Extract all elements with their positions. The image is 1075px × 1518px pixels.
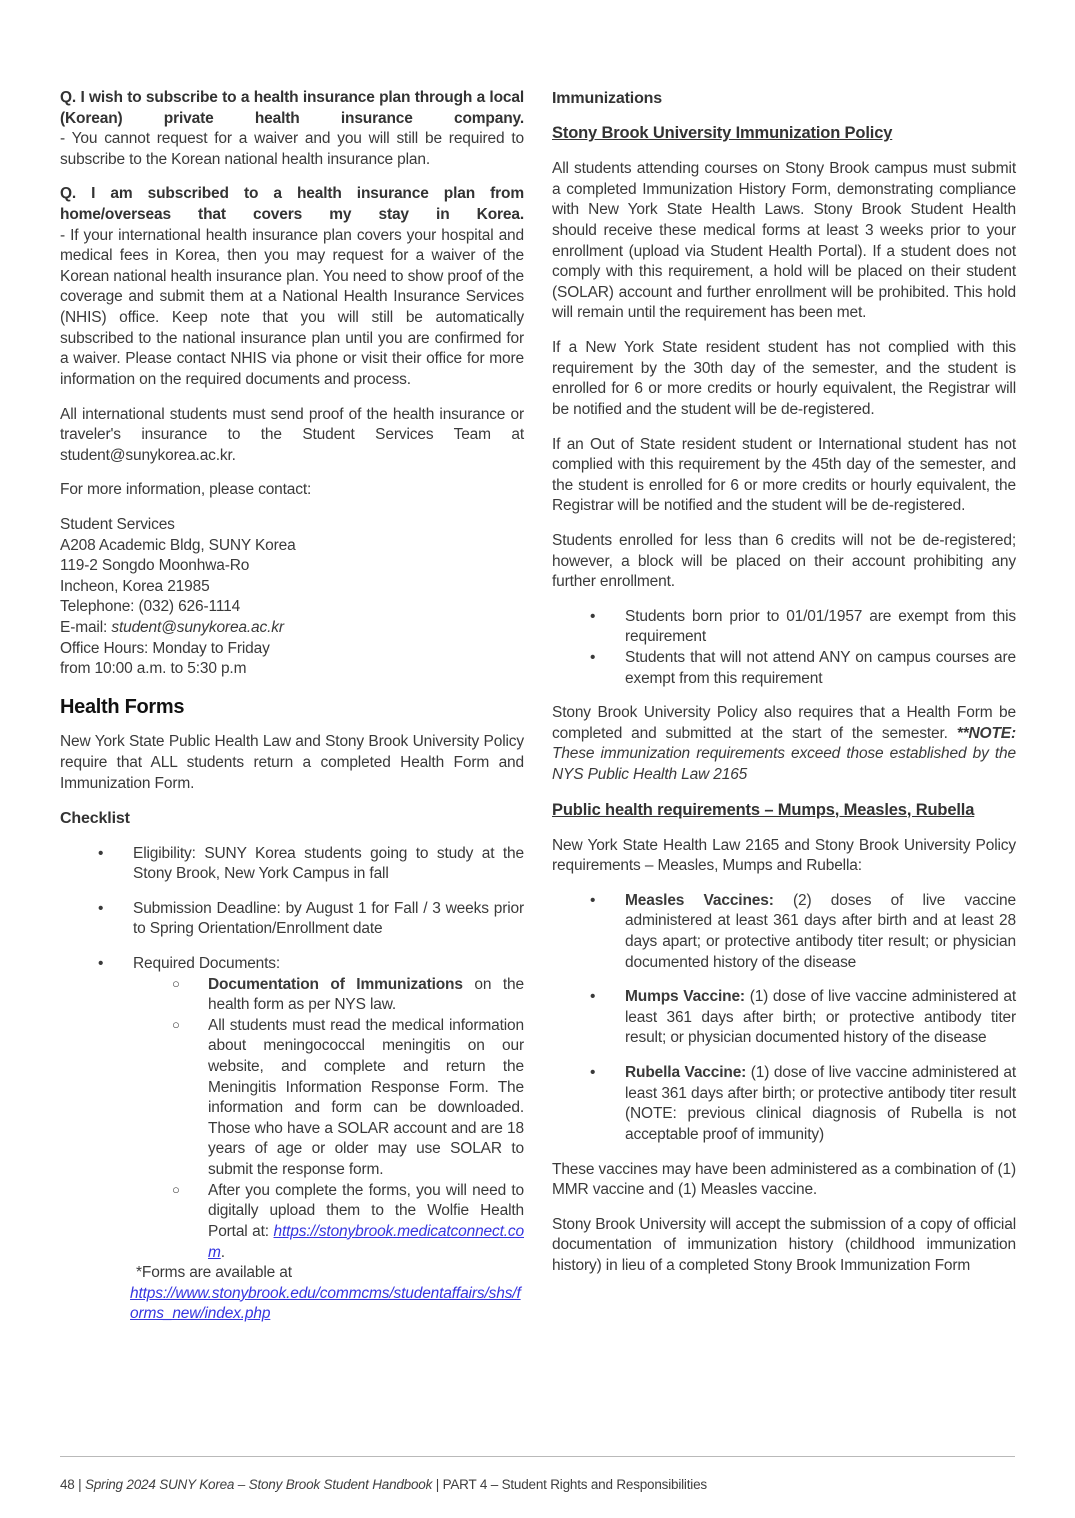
rubella-label: Rubella Vaccine: bbox=[625, 1064, 747, 1082]
nys-resident-paragraph: If a New York State resident student has not complied with this requirement by the 30th day of the semester, and the student is enrolled for 6 or more credits or hourly equivalent, the Registrar will be notified and the student will be de-registered. bbox=[552, 339, 1016, 418]
bullet-icon: • bbox=[590, 1064, 596, 1082]
circle-bullet-icon: ○ bbox=[172, 1016, 180, 1032]
office-hours-line: from 10:00 a.m. to 5:30 p.m bbox=[60, 660, 247, 678]
health-forms-heading: Health Forms bbox=[60, 695, 185, 718]
official-documentation-paragraph: Stony Brook University will accept the submission of a copy of official documentation of immunization history (childhood immunization history) in lieu of a completed Stony Brook Immunization Form bbox=[552, 1215, 1016, 1274]
mmr-combination-paragraph: These vaccines may have been administered as a combination of (1) MMR vaccine and (1) Measles vaccine. bbox=[552, 1160, 1016, 1199]
contact-email-line bbox=[60, 618, 524, 639]
bullet-icon: • bbox=[590, 988, 596, 1006]
forms-availability-note: *Forms are available at https://www.stonybrook.edu/commcms/studentaffairs/shs/forms_new/index.php bbox=[130, 1264, 521, 1323]
checklist-item-required-docs: • Required Documents: bbox=[60, 954, 524, 975]
question-overseas-insurance: Q. I am subscribed to a health insurance plan from home/overseas that covers my stay in Korea. bbox=[60, 185, 524, 224]
contact-line: Student Services bbox=[60, 515, 175, 533]
immunization-policy-paragraph-1: All students attending courses on Stony Brook campus must submit a completed Immunization History Form, demonstrating compliance with New York State Health Laws. Stony Brook Student Health should receive these medical forms at least 3 weeks prior to your enrollment (upload via Student Health Portal). If a student does not comply with this requirement, a hold will be placed on their student (SOLAR) account and further enrollment will be prohibited. This hold will remain until the requirement has been met. bbox=[552, 160, 1016, 322]
bullet-icon: • bbox=[590, 607, 596, 625]
bullet-icon: • bbox=[98, 954, 104, 972]
out-of-state-paragraph: If an Out of State resident student or International student has not complied with this requirement by the 45th day of the semester, and the student is enrolled for 6 or more credits or hourly equivalent, the Registrar will be notified and the student will be de-registered. bbox=[552, 435, 1016, 515]
exempt-item-no-campus-courses: • Students that will not attend ANY on campus courses are exempt from this requirement bbox=[552, 648, 1016, 689]
footer-divider bbox=[60, 1456, 1015, 1457]
contact-block bbox=[60, 515, 524, 680]
stonybrook-forms-link[interactable]: https://www.stonybrook.edu/commcms/studentaffairs/shs/forms_new/index.php bbox=[130, 1284, 521, 1323]
page-number: 48 | bbox=[60, 1477, 86, 1492]
qa-block-overseas-insurance bbox=[60, 184, 524, 390]
contact-line: A208 Academic Bldg, SUNY Korea bbox=[60, 536, 296, 554]
footer-section: | PART 4 – Student Rights and Responsibilities bbox=[432, 1477, 707, 1492]
handbook-title: Spring 2024 SUNY Korea – Stony Brook Student Handbook bbox=[85, 1477, 433, 1492]
bullet-icon: • bbox=[98, 844, 104, 862]
circle-bullet-icon: ○ bbox=[172, 975, 180, 991]
contact-line: Telephone: (032) 626-1114 bbox=[60, 598, 241, 616]
bullet-icon: • bbox=[590, 891, 596, 909]
exempt-item-born-before-1957: • Students born prior to 01/01/1957 are exempt from this requirement bbox=[552, 607, 1016, 648]
medicat-portal-link[interactable]: https://stonybrook.medicatconnect.com bbox=[208, 1222, 524, 1261]
contact-line: Incheon, Korea 21985 bbox=[60, 577, 210, 595]
contact-line: 119-2 Songdo Moonhwa-Ro bbox=[60, 557, 250, 575]
email-address: student@sunykorea.ac.kr bbox=[111, 619, 284, 637]
subitem-immunization-doc: ○ Documentation of Immunizations on the health form as per NYS law. bbox=[60, 975, 524, 1016]
question-private-insurance: Q. I wish to subscribe to a health insurance plan through a local (Korean) private health insurance company. bbox=[60, 89, 524, 127]
public-health-requirements-heading: Public health requirements – Mumps, Measles, Rubella bbox=[552, 800, 975, 819]
right-column bbox=[552, 88, 1016, 1291]
page-footer bbox=[60, 1477, 707, 1492]
less-than-6-credits-paragraph: Students enrolled for less than 6 credits will not be de-registered; however, a block will be placed on their account prohibiting any further enrollment. bbox=[552, 531, 1016, 591]
checklist-item-deadline: • Submission Deadline: by August 1 for Fall / 3 weeks prior to Spring Orientation/Enrollment date bbox=[60, 899, 524, 940]
proof-paragraph: All international students must send proof of the health insurance or traveler's insurance to the Student Services Team at student@sunykorea.ac.kr. bbox=[60, 405, 524, 464]
more-info-line: For more information, please contact: bbox=[60, 481, 312, 499]
vaccine-item-rubella: • Rubella Vaccine: (1) dose of live vaccine administered at least 361 days after birth; or protective antibody titer result (NOTE: previous clinical diagnosis of Rubella is not acceptable proof of immunity) bbox=[552, 1063, 1016, 1145]
immunization-policy-heading: Stony Brook University Immunization Policy bbox=[552, 124, 893, 143]
subitem-meningitis: ○ All students must read the medical information about meningococcal meningitis on our website, and complete and return the Meningitis Information Response Form. The information and form can be downloaded. Those who have a SOLAR account and are 18 years of age or older may use SOLAR to submit the response form. bbox=[60, 1016, 524, 1181]
office-hours-line: Office Hours: Monday to Friday bbox=[60, 639, 270, 657]
note-label: **NOTE bbox=[956, 724, 1011, 742]
mumps-label: Mumps Vaccine: bbox=[625, 988, 745, 1006]
answer-private-insurance: - You cannot request for a waiver and you will still be required to subscribe to the Korean national health insurance plan. bbox=[60, 130, 524, 168]
health-form-note-paragraph: Stony Brook University Policy also requires that a Health Form be completed and submitted at the start of the semester. **NOTE: These immunization requirements exceed those established by the NYS Public Health Law 2165 bbox=[552, 704, 1016, 784]
doc-of-immunizations-label: Documentation of Immunizations bbox=[208, 975, 463, 993]
vaccine-item-measles: • Measles Vaccines: (2) doses of live vaccine administered at least 361 days after birth and at least 28 days apart; or protective antibody titer result; or physician documented history of the disease bbox=[552, 891, 1016, 973]
checklist-item-eligibility: • Eligibility: SUNY Korea students going to study at the Stony Brook, New York Campus in fall bbox=[60, 844, 524, 885]
health-forms-paragraph: New York State Public Health Law and Stony Brook University Policy require that ALL students return a completed Health Form and Immunization Form. bbox=[60, 733, 524, 792]
qa-block-private-insurance bbox=[60, 88, 524, 170]
bullet-icon: • bbox=[98, 899, 104, 917]
measles-label: Measles Vaccines: bbox=[625, 891, 774, 909]
answer-overseas-insurance: - If your international health insurance plan covers your hospital and medical fees in Korea, then you may request for a waiver of the Korean national health insurance plan. You need to show proof of the coverage and submit them at a National Health Insurance Services (NHIS) office. Keep note that you will still be automatically subscribed to the national insurance plan until you are confirmed for a waiver. Please contact NHIS via phone or visit their office for more information on the required documents and process. bbox=[60, 226, 524, 388]
bullet-icon: • bbox=[590, 649, 596, 666]
left-column bbox=[60, 88, 524, 1325]
email-label: E-mail: bbox=[60, 619, 112, 637]
checklist-heading: Checklist bbox=[60, 810, 130, 828]
subitem-upload-portal: ○ After you complete the forms, you will need to digitally upload them to the Wolfie Health Portal at: https://stonybrook.medicatconnect.com. bbox=[60, 1181, 524, 1263]
vaccine-item-mumps: • Mumps Vaccine: (1) dose of live vaccine administered at least 361 days after birth; or protective antibody titer result; or physician documented history of the disease bbox=[552, 987, 1016, 1049]
circle-bullet-icon: ○ bbox=[172, 1181, 180, 1197]
immunizations-heading: Immunizations bbox=[552, 90, 663, 107]
mmr-requirements-paragraph: New York State Health Law 2165 and Stony Brook University Policy requirements – Measles, Mumps and Rubella: bbox=[552, 836, 1016, 875]
